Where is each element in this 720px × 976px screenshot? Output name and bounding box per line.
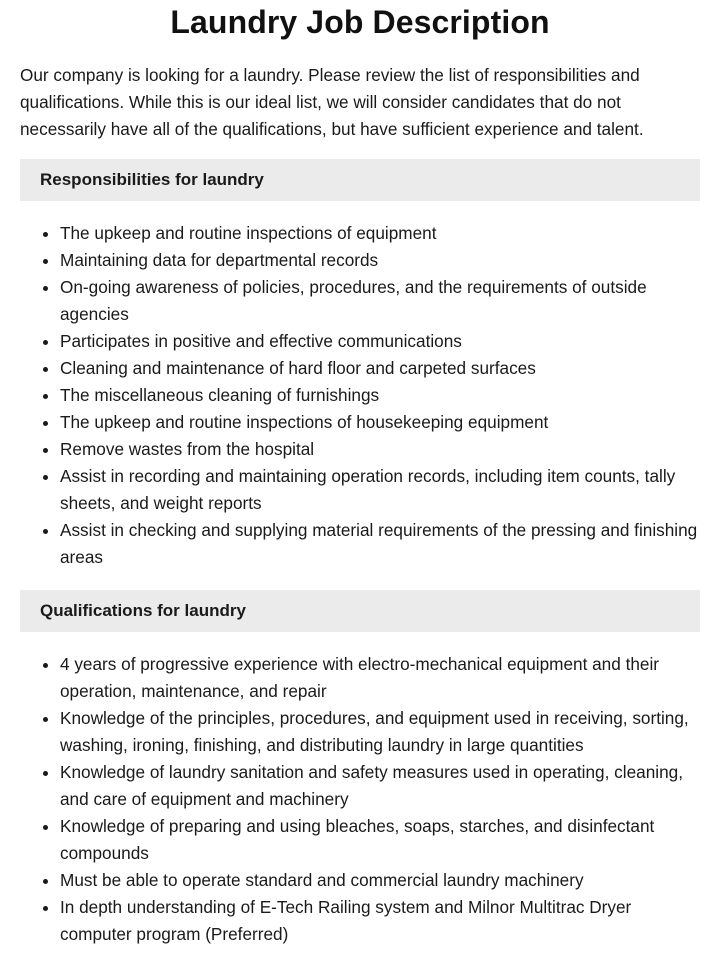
list-item: • Cleaning and maintenance of hard floor and carpeted surfaces <box>60 355 700 382</box>
page-title: Laundry Job Description <box>170 4 550 40</box>
intro-paragraph: Our company is looking for a laundry. Please review the list of responsibilities and qualifications. While this is our ideal list, we will consider candidates that do not necessarily have all of the qualifications, but have sufficient experience and talent. <box>20 65 644 139</box>
list-item: • Participates in positive and effective communications <box>60 328 700 355</box>
list-item: • Knowledge of preparing and using bleaches, soaps, starches, and disinfectant compounds <box>60 813 700 867</box>
list-item: • The upkeep and routine inspections of equipment <box>60 220 700 247</box>
list-item: • The miscellaneous cleaning of furnishings <box>60 382 700 409</box>
list-item: • Must be able to operate standard and commercial laundry machinery <box>60 867 700 894</box>
qualifications-heading: Qualifications for laundry <box>20 590 700 632</box>
list-item: • Knowledge of laundry sanitation and safety measures used in operating, cleaning, and care of equipment and machinery <box>60 759 700 813</box>
list-item: • Assist in checking and supplying material requirements of the pressing and finishing areas <box>60 517 700 571</box>
list-item: • Remove wastes from the hospital <box>60 436 700 463</box>
list-item: • Assist in recording and maintaining operation records, including item counts, tally sheets, and weight reports <box>60 463 700 517</box>
list-item: • In depth understanding of E-Tech Railing system and Milnor Multitrac Dryer computer program (Preferred) <box>60 894 700 948</box>
list-item: • The upkeep and routine inspections of housekeeping equipment <box>60 409 700 436</box>
responsibilities-heading: Responsibilities for laundry <box>20 159 700 201</box>
responsibilities-list <box>20 220 700 571</box>
list-item: • On-going awareness of policies, procedures, and the requirements of outside agencies <box>60 274 700 328</box>
list-item: • 4 years of progressive experience with electro-mechanical equipment and their operation, maintenance, and repair <box>60 651 700 705</box>
qualifications-list <box>20 651 700 948</box>
list-item: • Maintaining data for departmental records <box>60 247 700 274</box>
list-item: • Knowledge of the principles, procedures, and equipment used in receiving, sorting, washing, ironing, finishing, and distributing laundry in large quantities <box>60 705 700 759</box>
